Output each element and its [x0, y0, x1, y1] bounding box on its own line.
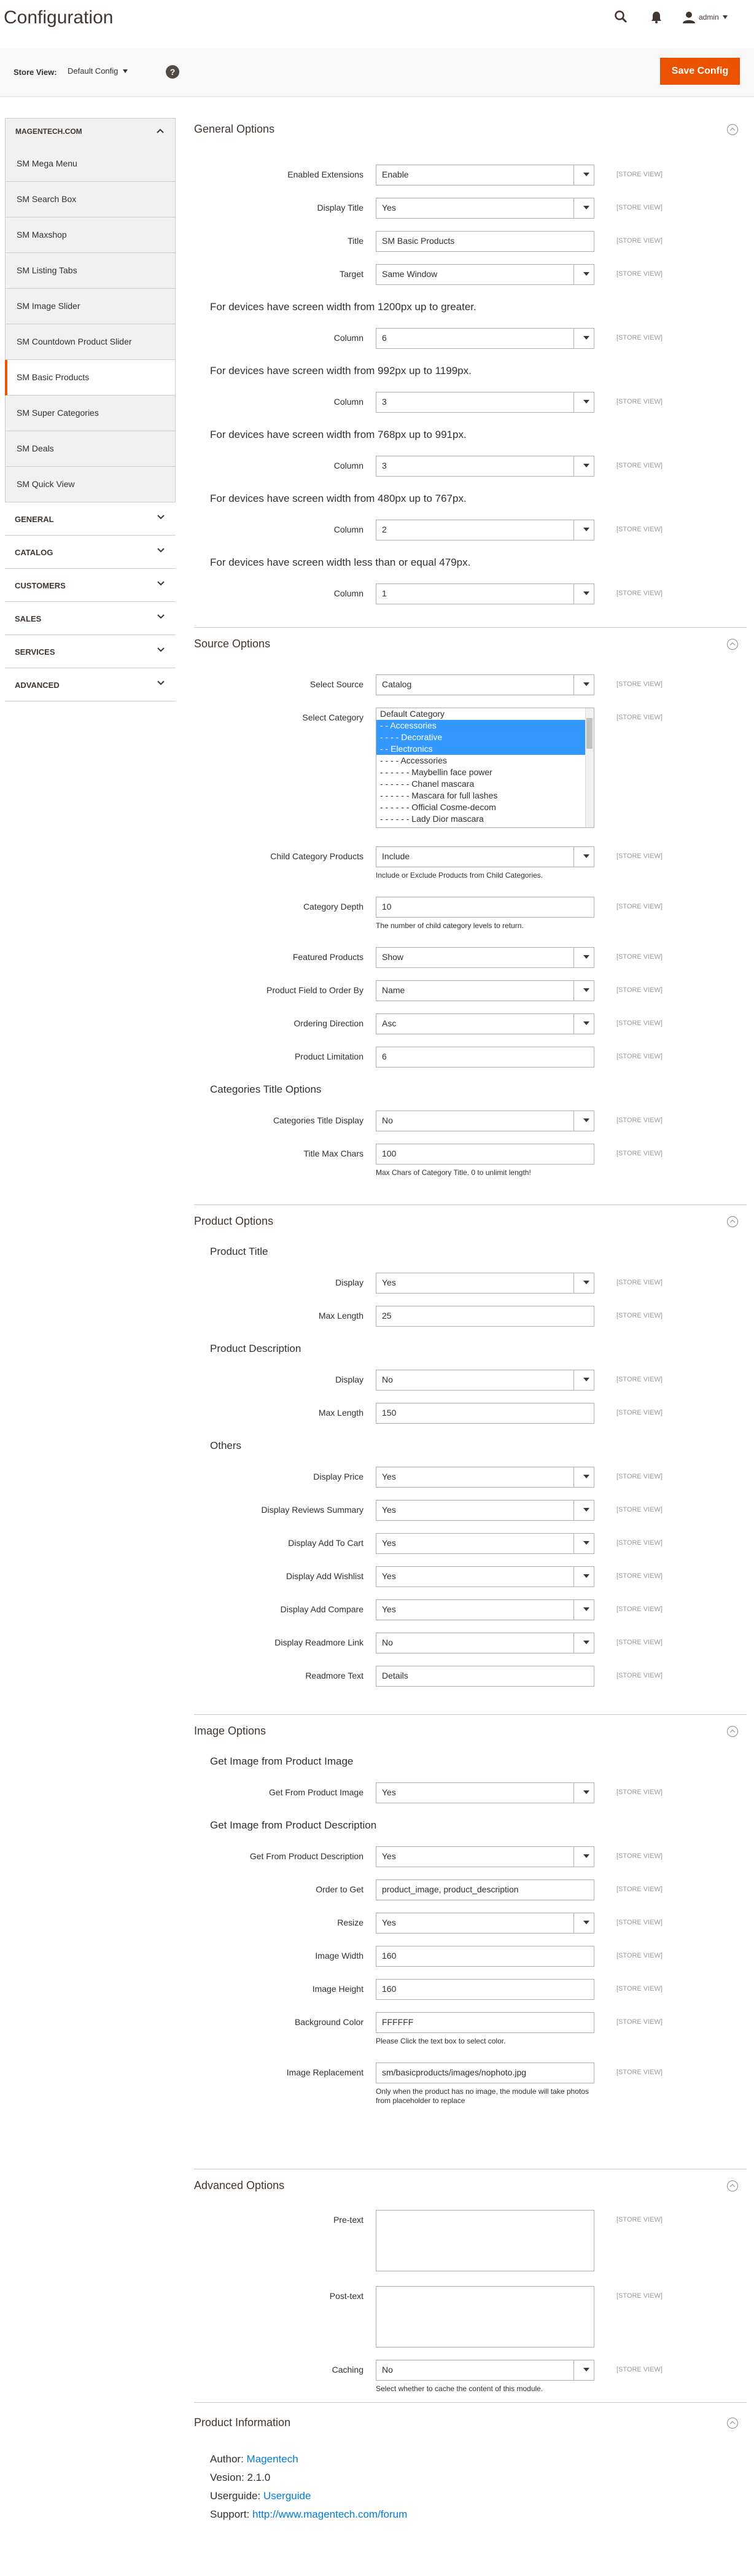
select-arrow-icon	[583, 955, 589, 959]
select-arrow-icon	[583, 988, 589, 992]
device-heading: For devices have screen width from 768px up to 991px.	[210, 429, 467, 440]
ordering-direction-select[interactable]: Asc	[376, 1013, 594, 1034]
field-label: Order to Get	[316, 1884, 363, 1894]
sidebar-group-sales[interactable]	[5, 602, 176, 635]
column-select[interactable]: 3	[376, 392, 594, 413]
sidebar-item-image-slider[interactable]: SM Image Slider	[5, 289, 176, 324]
order-by-select[interactable]: Name	[376, 980, 594, 1001]
order-to-get-input[interactable]: product_image, product_description	[376, 1879, 594, 1900]
scope-label: [STORE VIEW]	[616, 986, 663, 994]
pre-text-textarea[interactable]	[376, 2210, 594, 2271]
scope-label: [STORE VIEW]	[616, 1020, 663, 1027]
field-label: Select Source	[309, 679, 363, 689]
category-option[interactable]: - - - - - - Mascara for full lashes	[380, 790, 498, 800]
subsection-heading: Get Image from Product Image	[210, 1755, 354, 1767]
store-view-switcher[interactable]	[68, 66, 128, 76]
user-name: admin	[699, 13, 719, 21]
field-select-category	[194, 708, 747, 830]
scope-label: [STORE VIEW]	[616, 1117, 663, 1124]
field-note: Please Click the text box to select color.	[376, 2037, 506, 2045]
sidebar-section-magentech[interactable]	[5, 118, 176, 146]
field-label: Display Add To Cart	[288, 1538, 363, 1548]
scope-label: [STORE VIEW]	[616, 1312, 663, 1319]
field-label: Title	[348, 236, 363, 246]
scope-label: [STORE VIEW]	[616, 1985, 663, 1992]
subsection-heading: Categories Title Options	[210, 1083, 322, 1095]
field-label: Image Replacement	[286, 2067, 363, 2077]
scope-label: [STORE VIEW]	[616, 681, 663, 688]
section-title[interactable]: Source Options	[194, 638, 271, 650]
select-arrow-icon	[583, 1921, 589, 1924]
page-actions	[0, 48, 754, 97]
field-display-add-compare	[194, 1599, 747, 1620]
field-caching	[194, 2360, 747, 2393]
field-label: Get From Product Description	[249, 1851, 363, 1861]
sidebar-group-label: GENERAL	[15, 515, 54, 524]
image-height-input[interactable]: 160	[376, 1979, 594, 2000]
chevron-down-icon	[157, 548, 165, 553]
category-depth-input[interactable]: 10	[376, 897, 594, 918]
info-author	[210, 2453, 298, 2465]
title-input[interactable]: SM Basic Products	[376, 231, 594, 252]
field-featured-products	[194, 947, 747, 968]
scope-label: [STORE VIEW]	[616, 714, 663, 721]
field-label: Max Length	[318, 1408, 363, 1418]
field-note: The number of child category levels to return.	[376, 921, 524, 930]
field-display-add-wishlist	[194, 1566, 747, 1587]
sidebar-item-mega-menu[interactable]: SM Mega Menu	[5, 146, 176, 182]
section-title[interactable]: General Options	[194, 123, 275, 135]
scope-label: [STORE VIEW]	[616, 171, 663, 178]
image-replacement-input[interactable]: sm/basicproducts/images/nophoto.jpg	[376, 2063, 594, 2083]
display-readmore-select[interactable]: No	[376, 1633, 594, 1653]
select-arrow-icon	[583, 591, 589, 595]
display-price-select[interactable]: Yes	[376, 1467, 594, 1488]
field-ordering-direction	[194, 1013, 747, 1034]
field-label: Display Title	[317, 203, 363, 213]
scrollbar-thumb[interactable]	[586, 718, 593, 749]
select-arrow-icon	[583, 528, 589, 531]
sidebar-group-general[interactable]	[5, 502, 176, 536]
collapse-toggle-icon[interactable]	[727, 2180, 738, 2192]
sidebar-group-advanced[interactable]	[5, 668, 176, 701]
field-child-category	[194, 846, 747, 880]
device-heading: For devices have screen width less than or equal 479px.	[210, 556, 471, 568]
scope-label: [STORE VIEW]	[616, 2292, 663, 2300]
page-title: Configuration	[4, 7, 114, 28]
field-display-readmore	[194, 1633, 747, 1653]
select-arrow-icon	[583, 1378, 589, 1381]
scope-label: [STORE VIEW]	[616, 1279, 663, 1286]
field-image-width	[194, 1946, 747, 1967]
display-add-to-cart-select[interactable]: Yes	[376, 1533, 594, 1554]
field-get-from-product-image	[194, 1782, 747, 1803]
sidebar-group-label: SALES	[15, 614, 42, 623]
display-title-select[interactable]: Yes	[376, 198, 594, 219]
field-column-768	[194, 456, 747, 477]
scope-label: [STORE VIEW]	[616, 526, 663, 533]
field-label: Column	[333, 588, 363, 598]
field-label: Resize	[337, 1918, 363, 1927]
display-add-compare-select[interactable]: Yes	[376, 1599, 594, 1620]
field-label: Image Height	[312, 1984, 363, 1994]
field-column-1200	[194, 328, 747, 349]
sidebar-group-services[interactable]	[5, 635, 176, 668]
display-add-wishlist-select[interactable]: Yes	[376, 1566, 594, 1587]
field-label: Display Reviews Summary	[261, 1505, 363, 1515]
scope-label: [STORE VIEW]	[616, 2018, 663, 2026]
field-select-source	[194, 674, 747, 695]
field-label: Display Readmore Link	[274, 1637, 363, 1647]
field-note: Max Chars of Category Title. 0 to unlimit length!	[376, 1168, 531, 1177]
section-general-options	[194, 118, 747, 628]
chevron-down-icon	[157, 681, 165, 685]
page-header	[0, 0, 754, 48]
sidebar-item-basic-products[interactable]: SM Basic Products	[5, 360, 176, 396]
section-product-information	[194, 2403, 747, 2532]
categories-title-display-select[interactable]: No	[376, 1110, 594, 1131]
category-multiselect[interactable]	[376, 708, 594, 828]
field-readmore-text	[194, 1666, 747, 1687]
chevron-down-icon	[723, 15, 728, 19]
field-title-max-length	[194, 1306, 747, 1327]
scope-label: [STORE VIEW]	[616, 2069, 663, 2076]
featured-products-select[interactable]: Show	[376, 947, 594, 968]
field-note: Include or Exclude Products from Child Categories.	[376, 871, 543, 880]
info-userguide	[210, 2490, 311, 2502]
select-arrow-icon	[583, 682, 589, 686]
sidebar-item-search-box[interactable]: SM Search Box	[5, 182, 176, 217]
device-heading: For devices have screen width from 992px up to 1199px.	[210, 365, 472, 377]
chevron-down-icon	[123, 69, 128, 73]
scope-label: [STORE VIEW]	[616, 1952, 663, 1959]
category-option[interactable]: - - - - Decorative	[376, 732, 594, 743]
category-option[interactable]: Default Category	[380, 709, 445, 719]
sidebar-group-label: CATALOG	[15, 548, 53, 557]
info-label: Author:	[210, 2453, 247, 2465]
select-arrow-icon	[583, 1790, 589, 1794]
section-title[interactable]: Product Information	[194, 2416, 291, 2429]
display-reviews-select[interactable]: Yes	[376, 1500, 594, 1521]
field-display-price	[194, 1467, 747, 1488]
scope-label: [STORE VIEW]	[616, 204, 663, 211]
field-label: Select Category	[302, 712, 363, 722]
chevron-down-icon	[157, 581, 165, 586]
background-color-input[interactable]: FFFFFF	[376, 2012, 594, 2033]
section-product-options	[194, 1205, 747, 1715]
field-label: Image Width	[315, 1951, 363, 1961]
field-order-by	[194, 980, 747, 1001]
select-arrow-icon	[583, 854, 589, 858]
scope-label: [STORE VIEW]	[616, 1473, 663, 1480]
subsection-heading: Get Image from Product Description	[210, 1819, 377, 1831]
bell-icon[interactable]	[651, 11, 662, 23]
scope-label: [STORE VIEW]	[616, 1539, 663, 1547]
sidebar-group-label: ADVANCED	[15, 681, 60, 690]
field-note: Select whether to cache the content of this module.	[376, 2384, 543, 2393]
scope-label: [STORE VIEW]	[616, 237, 663, 244]
chevron-down-icon	[157, 647, 165, 652]
subsection-heading: Product Title	[210, 1246, 268, 1257]
field-display-reviews	[194, 1500, 747, 1521]
scope-label: [STORE VIEW]	[616, 590, 663, 597]
desc-display-select[interactable]: No	[376, 1370, 594, 1391]
field-column-480	[194, 520, 747, 541]
post-text-textarea[interactable]	[376, 2286, 594, 2348]
field-title	[194, 231, 747, 252]
select-arrow-icon	[583, 206, 589, 209]
select-arrow-icon	[583, 1475, 589, 1478]
section-title[interactable]: Advanced Options	[194, 2179, 285, 2192]
field-enabled-extensions	[194, 165, 747, 185]
scope-label: [STORE VIEW]	[616, 462, 663, 469]
support-link[interactable]: http://www.magentech.com/forum	[252, 2508, 408, 2520]
field-title-max-chars	[194, 1144, 747, 1177]
scope-label: [STORE VIEW]	[616, 270, 663, 278]
field-label: Background Color	[294, 2017, 363, 2027]
select-arrow-icon	[583, 1574, 589, 1578]
select-arrow-icon	[583, 1607, 589, 1611]
field-label: Display Add Wishlist	[286, 1571, 363, 1581]
field-label: Caching	[332, 2365, 363, 2375]
sidebar-item-deals[interactable]: SM Deals	[5, 431, 176, 467]
collapse-toggle-icon[interactable]	[727, 639, 738, 650]
select-arrow-icon	[583, 464, 589, 467]
info-version: Vesion: 2.1.0	[210, 2472, 271, 2483]
scope-label: [STORE VIEW]	[616, 953, 663, 961]
column-select[interactable]: 2	[376, 520, 594, 541]
scope-label: [STORE VIEW]	[616, 1409, 663, 1416]
section-advanced-options	[194, 2169, 747, 2403]
field-label: Title Max Chars	[303, 1149, 363, 1158]
store-view-value: Default Config	[68, 66, 119, 76]
select-arrow-icon	[583, 1021, 589, 1025]
product-limitation-input[interactable]: 6	[376, 1047, 594, 1067]
field-post-text	[194, 2286, 747, 2348]
enabled-extensions-select[interactable]: Enable	[376, 165, 594, 185]
sidebar-group-label: CUSTOMERS	[15, 581, 66, 590]
field-label: Child Category Products	[270, 851, 363, 861]
section-image-options	[194, 1715, 747, 2169]
select-arrow-icon	[583, 1541, 589, 1545]
field-label: Enabled Extensions	[287, 170, 363, 179]
scope-label: [STORE VIEW]	[616, 1672, 663, 1679]
info-support	[210, 2508, 407, 2521]
select-arrow-icon	[583, 400, 589, 404]
field-categories-title-display	[194, 1110, 747, 1131]
select-arrow-icon	[583, 1281, 589, 1284]
field-label: Column	[333, 461, 363, 470]
field-desc-display	[194, 1370, 747, 1391]
help-icon[interactable]: ?	[166, 65, 179, 79]
sidebar-group-catalog[interactable]	[5, 536, 176, 569]
scope-label: [STORE VIEW]	[616, 334, 663, 342]
field-product-limitation	[194, 1047, 747, 1067]
subsection-heading: Others	[210, 1440, 242, 1451]
field-label: Ordering Direction	[293, 1018, 363, 1028]
user-menu[interactable]	[683, 10, 728, 25]
scope-label: [STORE VIEW]	[616, 2366, 663, 2373]
category-option[interactable]: - - - - - - Official Cosme-decom	[380, 802, 496, 812]
sidebar-item-countdown-slider[interactable]: SM Countdown Product Slider	[5, 324, 176, 360]
field-label: Display Add Compare	[280, 1604, 363, 1614]
field-label: Pre-text	[333, 2215, 363, 2225]
info-label: Support:	[210, 2508, 252, 2520]
select-arrow-icon	[583, 1641, 589, 1644]
field-label: Featured Products	[292, 952, 363, 962]
config-sidebar	[5, 118, 176, 701]
field-label: Column	[333, 397, 363, 407]
field-label: Max Length	[318, 1311, 363, 1321]
collapse-toggle-icon[interactable]	[727, 2418, 738, 2429]
field-get-from-product-desc	[194, 1846, 747, 1867]
column-select[interactable]: 3	[376, 456, 594, 477]
section-title[interactable]: Product Options	[194, 1215, 274, 1227]
field-label: Category Depth	[303, 902, 363, 911]
field-label: Post-text	[329, 2291, 363, 2301]
title-display-select[interactable]: Yes	[376, 1273, 594, 1294]
field-resize	[194, 1913, 747, 1934]
field-note: Only when the product has no image, the module will take photos from placeholder to replace	[376, 2087, 589, 2105]
field-image-replacement	[194, 2063, 747, 2105]
info-label: Userguide:	[210, 2490, 263, 2502]
category-option[interactable]: - - - - Accessories	[380, 755, 447, 765]
author-link[interactable]: Magentech	[246, 2453, 298, 2465]
chevron-down-icon	[157, 515, 165, 520]
scope-label: [STORE VIEW]	[616, 1376, 663, 1383]
sidebar-group-label: SERVICES	[15, 647, 55, 657]
field-background-color	[194, 2012, 747, 2045]
collapse-toggle-icon[interactable]	[727, 124, 738, 135]
field-label: Display	[335, 1375, 363, 1384]
field-display-add-to-cart	[194, 1533, 747, 1554]
search-icon[interactable]	[614, 10, 628, 23]
resize-select[interactable]: Yes	[376, 1913, 594, 1934]
category-option[interactable]: - - - - - - Lady Dior mascara	[380, 814, 484, 824]
field-label: Display	[335, 1278, 363, 1287]
field-category-depth	[194, 897, 747, 930]
field-title-display	[194, 1273, 747, 1294]
scope-label: [STORE VIEW]	[616, 1053, 663, 1060]
column-select[interactable]: 6	[376, 328, 594, 349]
category-option[interactable]: - - - - - - Chanel mascara	[380, 779, 475, 789]
field-label: Target	[340, 269, 363, 279]
scope-label: [STORE VIEW]	[616, 1506, 663, 1513]
sidebar-section-label: MAGENTECH.COM	[15, 127, 82, 136]
select-arrow-icon	[583, 173, 589, 176]
select-source-select[interactable]: Catalog	[376, 674, 594, 695]
chevron-down-icon	[157, 614, 165, 619]
child-category-select[interactable]: Include	[376, 846, 594, 867]
device-heading: For devices have screen width from 480px up to 767px.	[210, 493, 467, 504]
scope-label: [STORE VIEW]	[616, 1789, 663, 1796]
device-heading: For devices have screen width from 1200px up to greater.	[210, 301, 476, 313]
field-desc-max-length	[194, 1403, 747, 1424]
select-arrow-icon	[583, 1854, 589, 1858]
readmore-text-input[interactable]: Details	[376, 1666, 594, 1687]
scope-label: [STORE VIEW]	[616, 1639, 663, 1646]
from-product-desc-select[interactable]: Yes	[376, 1846, 594, 1867]
sidebar-item-listing-tabs[interactable]: SM Listing Tabs	[5, 253, 176, 289]
scope-label: [STORE VIEW]	[616, 1606, 663, 1613]
field-label: Display Price	[313, 1472, 363, 1481]
scope-label: [STORE VIEW]	[616, 1572, 663, 1580]
select-arrow-icon	[583, 336, 589, 340]
target-select[interactable]: Same Window	[376, 264, 594, 285]
scope-label: [STORE VIEW]	[616, 1919, 663, 1926]
chevron-up-icon	[157, 128, 164, 133]
field-label: Column	[333, 333, 363, 343]
collapse-toggle-icon[interactable]	[727, 1216, 738, 1227]
category-option[interactable]: - - - - - - Maybellin face power	[380, 767, 492, 777]
select-arrow-icon	[583, 2368, 589, 2371]
userguide-link[interactable]: Userguide	[263, 2490, 311, 2502]
save-config-button[interactable]: Save Config	[660, 58, 740, 85]
section-title[interactable]: Image Options	[194, 1725, 266, 1737]
user-icon	[683, 11, 695, 23]
section-source-options	[194, 628, 747, 1205]
field-label: Column	[333, 525, 363, 534]
field-label: Get From Product Image	[268, 1787, 363, 1797]
field-target	[194, 264, 747, 285]
sidebar-item-super-categories[interactable]: SM Super Categories	[5, 396, 176, 431]
field-display-title	[194, 198, 747, 219]
from-product-image-select[interactable]: Yes	[376, 1782, 594, 1803]
store-view-label: Store View:	[14, 68, 57, 77]
field-label: Readmore Text	[305, 1671, 363, 1680]
sidebar-item-maxshop[interactable]: SM Maxshop	[5, 217, 176, 253]
select-arrow-icon	[583, 1508, 589, 1512]
field-pre-text	[194, 2210, 747, 2271]
scope-label: [STORE VIEW]	[616, 2216, 663, 2223]
caching-select[interactable]: No	[376, 2360, 594, 2381]
title-max-length-input[interactable]: 25	[376, 1306, 594, 1327]
sidebar-group-customers[interactable]	[5, 569, 176, 602]
category-option[interactable]: - - Accessories	[376, 720, 594, 732]
scope-label: [STORE VIEW]	[616, 903, 663, 910]
subsection-heading: Product Description	[210, 1343, 301, 1354]
category-option[interactable]: - - Electronics	[376, 743, 594, 755]
field-column-479	[194, 584, 747, 604]
sidebar-item-quick-view[interactable]: SM Quick View	[5, 467, 176, 502]
select-arrow-icon	[583, 1118, 589, 1122]
collapse-toggle-icon[interactable]	[727, 1726, 738, 1737]
scope-label: [STORE VIEW]	[616, 1852, 663, 1860]
scope-label: [STORE VIEW]	[616, 853, 663, 860]
field-label: Product Field to Order By	[266, 985, 363, 995]
image-width-input[interactable]: 160	[376, 1946, 594, 1967]
scope-label: [STORE VIEW]	[616, 1886, 663, 1893]
field-label: Categories Title Display	[273, 1115, 363, 1125]
field-image-height	[194, 1979, 747, 2000]
field-label: Product Limitation	[294, 1052, 363, 1061]
column-select[interactable]: 1	[376, 584, 594, 604]
desc-max-length-input[interactable]: 150	[376, 1403, 594, 1424]
select-arrow-icon	[583, 272, 589, 276]
scrollbar[interactable]	[585, 708, 594, 827]
scope-label: [STORE VIEW]	[616, 398, 663, 405]
title-max-chars-input[interactable]: 100	[376, 1144, 594, 1165]
field-column-992	[194, 392, 747, 413]
field-order-to-get	[194, 1879, 747, 1900]
scope-label: [STORE VIEW]	[616, 1150, 663, 1157]
